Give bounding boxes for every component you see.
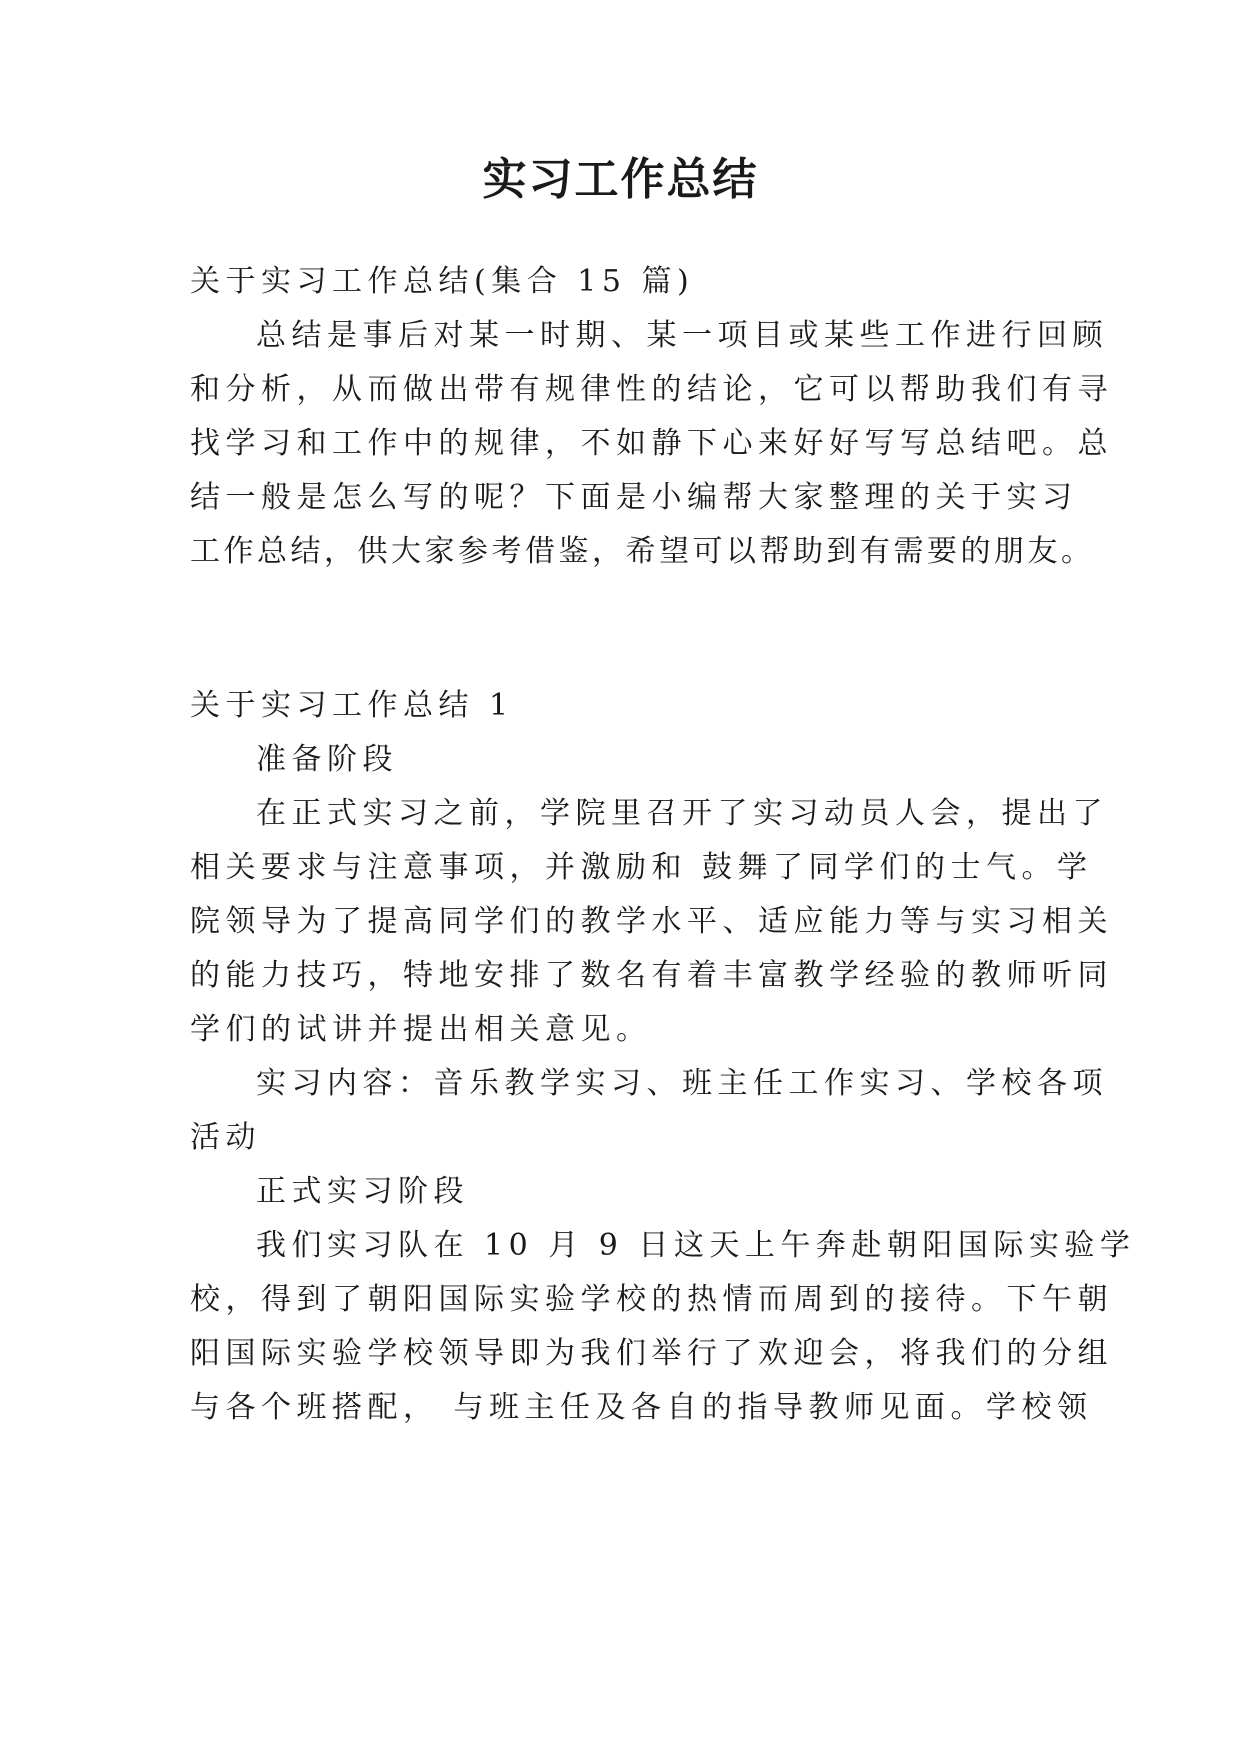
paragraph-line: 学们的试讲并提出相关意见。 [190,1012,652,1047]
paragraph-line: 我们实习队在 10 月 9 日这天上午奔赴朝阳国际实验学 [256,1228,1136,1263]
paragraph-line: 阳国际实验学校领导即为我们举行了欢迎会，将我们的分组 [190,1336,1113,1371]
subheading: 正式实习阶段 [256,1174,469,1209]
section-heading: 关于实习工作总结(集合 15 篇) [190,264,695,299]
paragraph-line: 活动 [190,1120,261,1155]
subheading: 准备阶段 [256,742,398,777]
paragraph-line: 校，得到了朝阳国际实验学校的热情而周到的接待。下午朝 [190,1282,1113,1317]
paragraph-line: 和分析，从而做出带有规律性的结论，它可以帮助我们有寻 [190,372,1113,407]
paragraph-line: 找学习和工作中的规律，不如静下心来好好写写总结吧。总 [190,426,1113,461]
paragraph-line: 与各个班搭配， 与班主任及各自的指导教师见面。学校领 [190,1390,1093,1425]
paragraph-line: 结一般是怎么写的呢？下面是小编帮大家整理的关于实习 [190,480,1078,515]
document-title: 实习工作总结 [482,154,759,205]
paragraph-line: 的能力技巧，特地安排了数名有着丰富教学经验的教师听同 [190,958,1113,993]
paragraph-line: 工作总结，供大家参考借鉴，希望可以帮助到有需要的朋友。 [190,534,1095,569]
paragraph-line: 院领导为了提高同学们的教学水平、适应能力等与实习相关 [190,904,1113,939]
paragraph-line: 在正式实习之前，学院里召开了实习动员人会，提出了 [256,796,1108,831]
paragraph-line: 总结是事后对某一时期、某一项目或某些工作进行回顾 [256,318,1108,353]
section-heading: 关于实习工作总结 1 [190,688,514,723]
paragraph-line: 相关要求与注意事项，并激励和 鼓舞了同学们的士气。学 [190,850,1093,885]
paragraph-line: 实习内容：音乐教学实习、班主任工作实习、学校各项 [256,1066,1108,1101]
